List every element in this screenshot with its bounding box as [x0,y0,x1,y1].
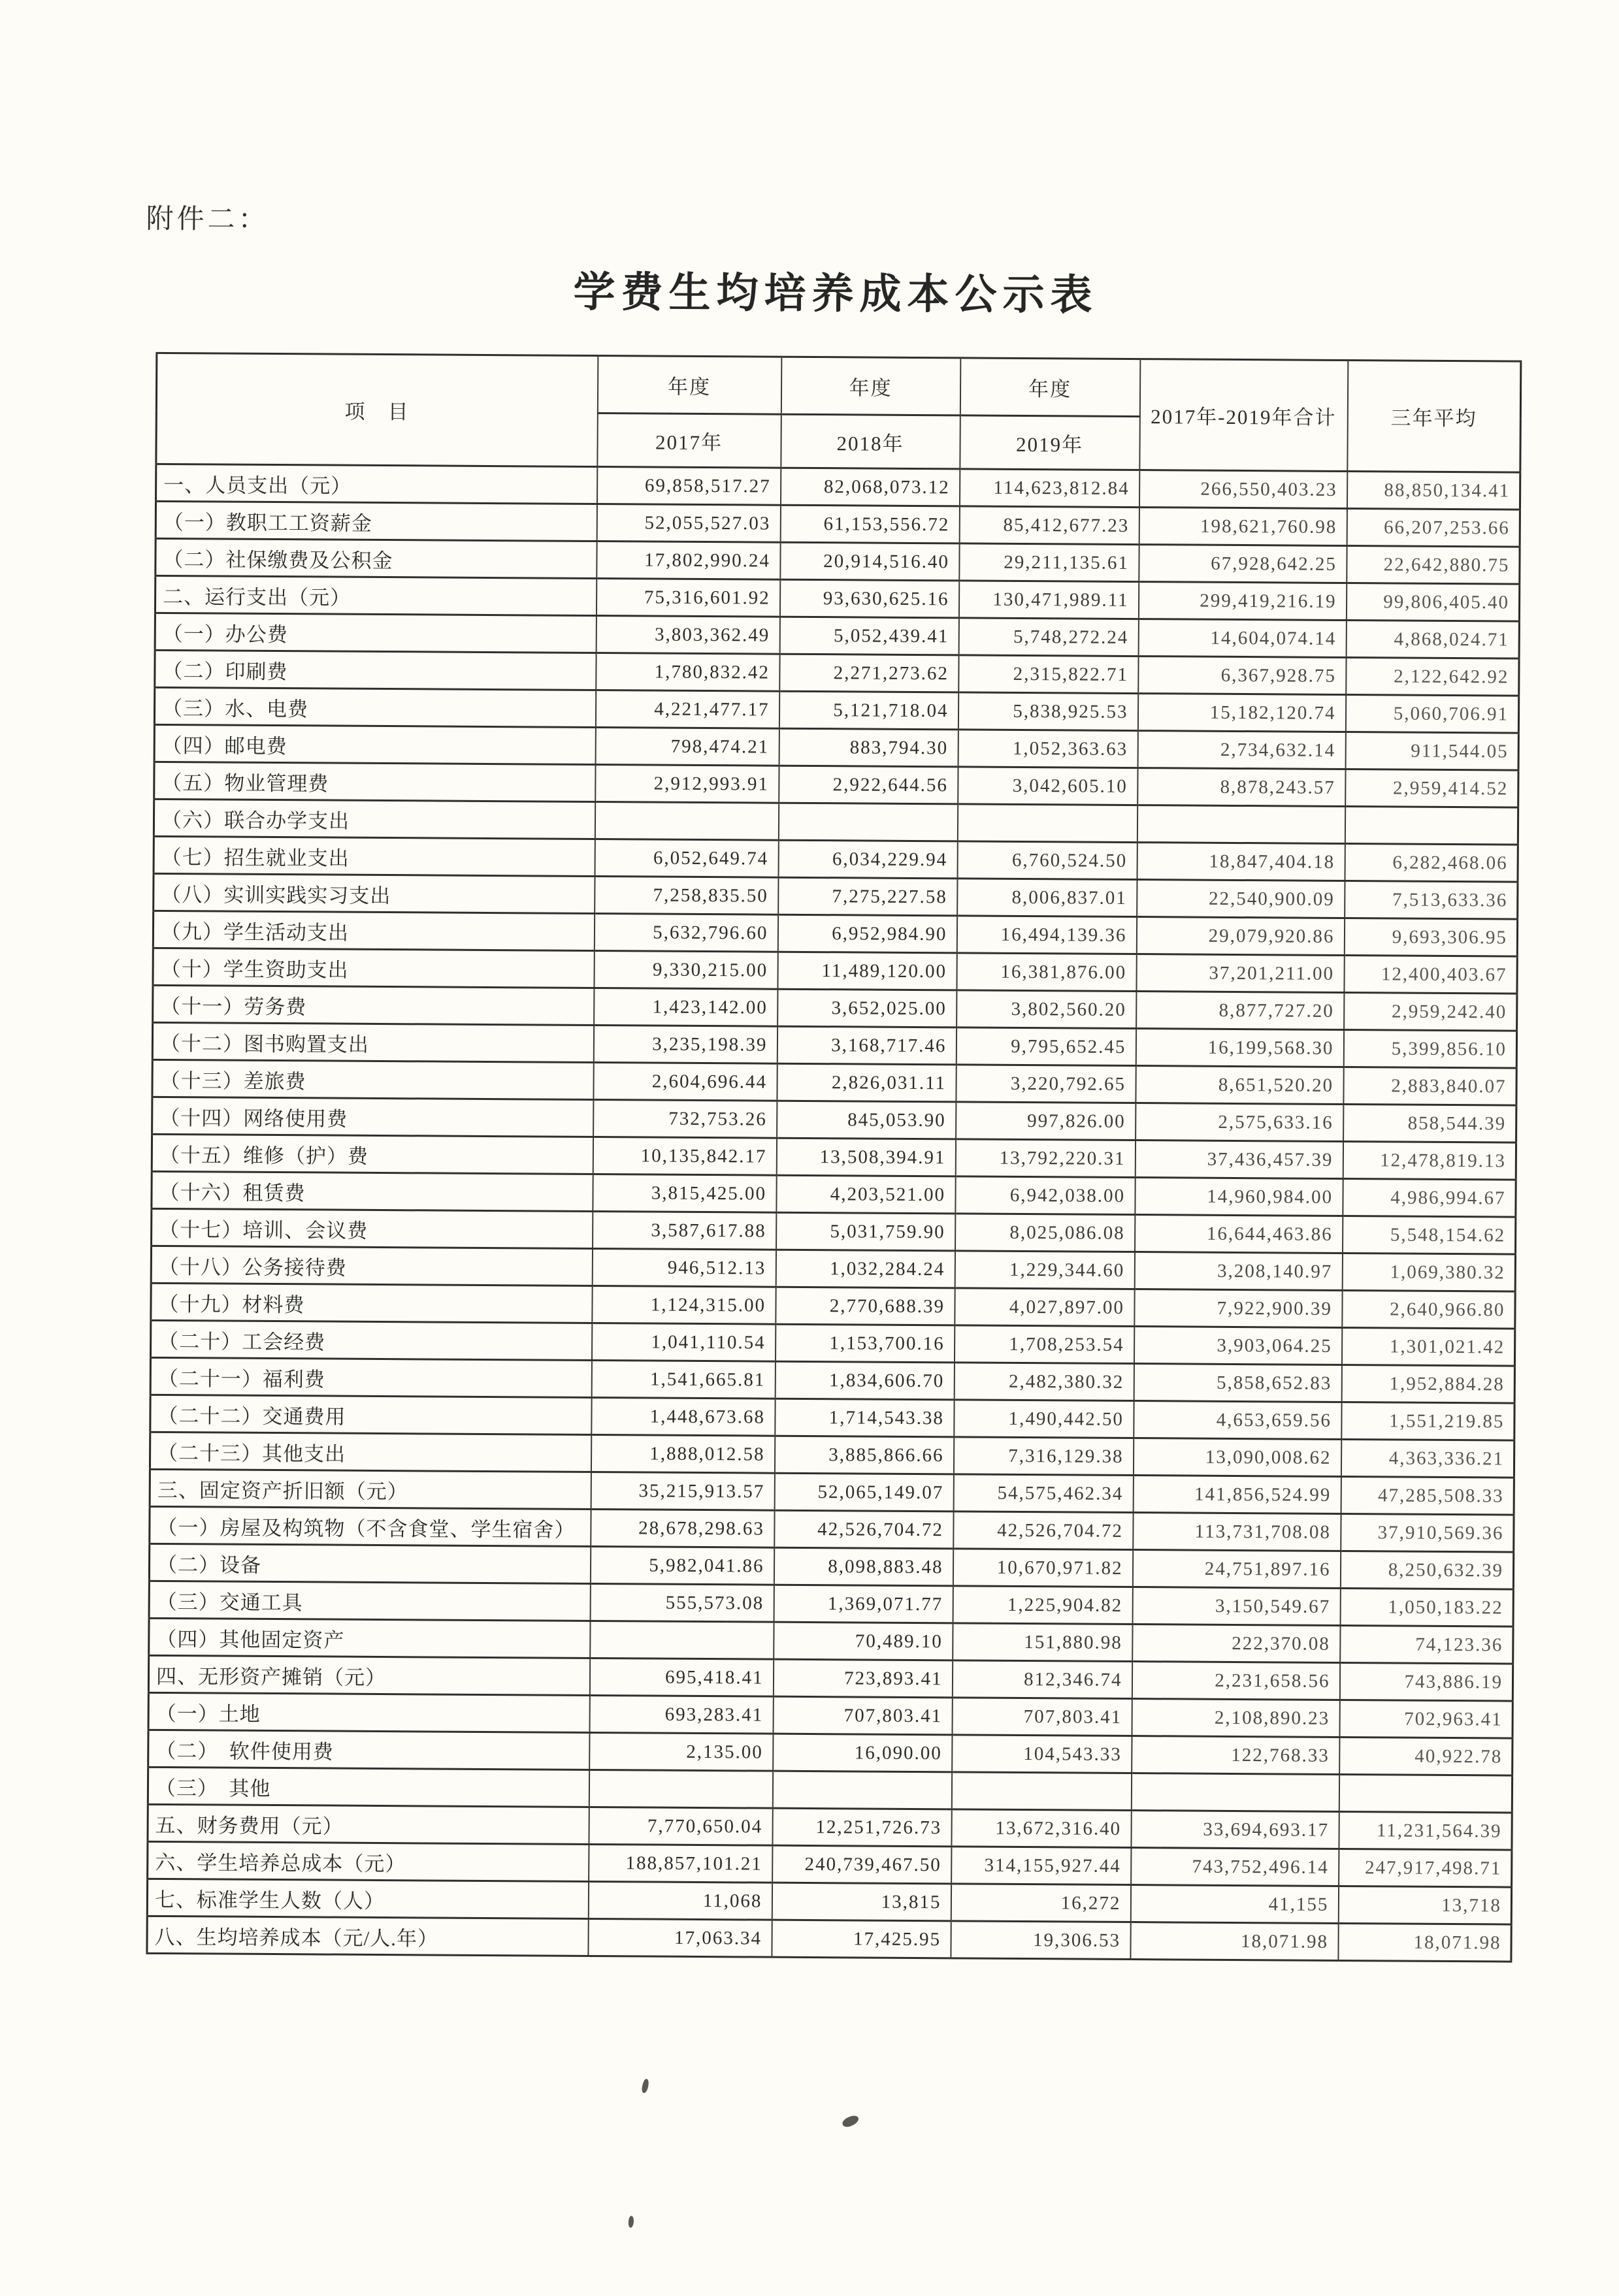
table-header [156,353,1521,472]
value-2018: 7,275,227.58 [778,877,957,916]
value-2019: 130,471,989.11 [958,581,1138,619]
value-average: 2,959,414.52 [1345,769,1518,807]
value-2017: 10,135,842.17 [593,1137,776,1175]
item-cell: （六）联合办学支出 [154,799,595,839]
value-2018: 2,271,273.62 [779,654,958,692]
value-2018: 707,803.41 [773,1696,952,1735]
value-2018: 2,922,644.56 [779,766,958,804]
value-2019: 3,802,560.20 [957,990,1136,1029]
value-2018: 5,031,759.90 [776,1212,955,1251]
value-2018: 42,526,704.72 [774,1510,953,1549]
item-cell: （二）设备 [149,1544,590,1583]
value-2019: 10,670,971.82 [953,1549,1132,1587]
value-2019: 85,412,677.23 [959,506,1139,545]
value-2019: 1,225,904.82 [953,1586,1132,1625]
item-cell: （一）房屋及构筑物（不含食堂、学生宿舍） [150,1506,591,1546]
item-cell: （二）社保缴费及公积金 [155,538,597,578]
value-average [1345,806,1518,845]
value-2019: 5,838,925.53 [958,692,1137,731]
value-2019: 5,748,272.24 [958,618,1138,656]
value-2017: 7,770,650.04 [589,1807,772,1845]
value-2018: 2,826,031.11 [777,1063,956,1102]
item-cell: （一）教职工工资薪金 [155,501,597,541]
value-2018: 13,815 [772,1883,951,1921]
value-2018: 6,952,984.90 [777,914,957,953]
value-2018: 17,425.95 [772,1920,951,1958]
value-total: 2,734,632.14 [1137,731,1345,769]
value-2019: 3,220,792.65 [956,1065,1136,1103]
value-average: 7,513,633.36 [1345,881,1518,919]
value-2018: 3,652,025.00 [777,989,957,1027]
value-2017: 1,780,832.42 [596,653,779,691]
value-2018: 13,508,394.91 [776,1138,955,1176]
value-average: 99,806,405.40 [1346,583,1519,622]
value-2019: 1,708,253.54 [954,1325,1134,1364]
header-year-label-1: 年度 [597,355,781,414]
value-2018: 8,098,883.48 [774,1547,953,1586]
value-average: 47,285,508.33 [1341,1476,1514,1515]
value-2018: 20,914,516.40 [780,542,959,581]
value-2017: 75,316,601.92 [596,578,779,617]
value-total: 4,653,659.56 [1134,1401,1341,1440]
value-total: 2,575,633.16 [1136,1103,1343,1142]
value-average: 5,399,856.10 [1343,1029,1516,1068]
value-total: 13,090,008.62 [1133,1438,1341,1477]
item-cell: （一）办公费 [155,613,596,653]
item-cell: （十六）租赁费 [152,1171,593,1211]
value-2019: 2,482,380.32 [954,1363,1134,1401]
value-average: 911,544.05 [1345,732,1518,770]
value-total: 5,858,652.83 [1134,1364,1341,1402]
value-total: 14,960,984.00 [1135,1178,1343,1216]
value-2017: 69,858,517.27 [597,466,780,505]
item-cell: （三）水、电费 [154,687,595,727]
value-average: 1,952,884.28 [1341,1365,1514,1403]
value-average: 2,122,642.92 [1346,658,1519,696]
value-2019: 707,803.41 [952,1698,1132,1736]
value-total: 22,540,900.09 [1137,880,1345,918]
value-2019: 2,315,822.71 [958,655,1138,694]
item-cell: （十四）网络使用费 [152,1097,593,1137]
value-2018: 1,714,543.38 [775,1399,954,1437]
value-average: 6,282,468.06 [1345,843,1518,882]
header-total: 2017年-2019年合计 [1139,359,1348,472]
value-2017: 555,573.08 [590,1583,774,1622]
value-2019: 151,880.98 [953,1623,1132,1662]
value-2017: 17,802,990.24 [597,541,780,579]
value-total: 8,878,243.57 [1137,768,1345,807]
value-2019: 1,490,442.50 [954,1400,1134,1438]
header-year-2018: 2018年 [781,414,960,469]
value-2019: 1,229,344.60 [955,1251,1134,1289]
value-2018: 3,885,866.66 [774,1436,953,1474]
header-year-label-2: 年度 [781,357,960,415]
value-2018: 883,794.30 [779,728,958,767]
value-average: 40,922.78 [1339,1737,1513,1775]
value-average: 11,231,564.39 [1339,1811,1512,1850]
item-cell: （二十）工会经费 [150,1320,591,1360]
value-average: 74,123.36 [1340,1625,1513,1664]
value-2019: 3,042,605.10 [958,767,1137,805]
value-2019: 13,792,220.31 [955,1139,1135,1178]
value-2019 [957,804,1137,843]
value-2019: 1,052,363.63 [958,730,1137,768]
value-average: 9,693,306.95 [1344,918,1517,956]
item-cell: 三、固定资产折旧额（元） [150,1469,591,1509]
value-total: 67,928,642.25 [1139,545,1347,583]
value-2019: 8,006,837.01 [957,879,1137,917]
value-average: 2,883,840.07 [1343,1067,1516,1105]
value-average: 2,640,966.80 [1342,1290,1515,1329]
item-cell: （二十三）其他支出 [150,1432,591,1472]
value-2019: 104,543.33 [952,1735,1132,1773]
value-2018: 723,893.41 [773,1659,952,1698]
value-2018: 5,052,439.41 [779,617,958,655]
value-2018: 1,369,071.77 [774,1585,953,1623]
cost-table [146,352,1522,1963]
item-cell: （十七）培训、会议费 [152,1208,593,1248]
table-row [147,1916,1511,1962]
value-average: 743,886.19 [1339,1662,1513,1701]
value-total: 16,199,568.30 [1136,1029,1343,1067]
value-2017: 52,055,527.03 [597,504,780,542]
value-average: 5,060,706.91 [1345,695,1518,734]
value-2018: 1,032,284.24 [776,1250,955,1288]
value-total: 222,370.08 [1132,1625,1340,1663]
value-2019: 29,211,135.61 [959,543,1139,582]
item-cell: （九）学生活动支出 [153,911,594,950]
item-cell: 五、财务费用（元） [148,1804,589,1844]
value-total: 29,079,920.86 [1136,917,1344,956]
value-2019: 9,795,652.45 [956,1027,1136,1066]
value-2017: 1,541,665.81 [591,1360,775,1399]
value-2019: 997,826.00 [956,1102,1136,1140]
value-2017: 7,258,835.50 [595,876,778,914]
value-average: 22,642,880.75 [1347,546,1520,585]
value-2019: 812,346.74 [952,1660,1132,1699]
value-2019 [951,1772,1131,1811]
value-2019: 16,381,876.00 [957,953,1136,992]
value-2019: 6,760,524.50 [957,841,1137,880]
value-2017: 35,215,913.57 [591,1472,774,1510]
value-2017: 2,912,993.91 [595,764,779,803]
value-total: 33,694,693.17 [1131,1811,1339,1849]
value-average: 1,069,380.32 [1342,1253,1515,1291]
item-cell: （十九）材料费 [151,1283,592,1323]
item-cell: （十一）劳务费 [153,985,594,1025]
value-total: 299,419,216.19 [1138,582,1346,621]
value-2017: 946,512.13 [592,1248,776,1287]
item-cell: （二）印刷费 [155,650,596,690]
value-total: 37,201,211.00 [1136,954,1344,993]
value-average: 5,548,154.62 [1343,1216,1516,1254]
item-cell: （七）招生就业支出 [154,836,595,876]
value-average: 247,917,498.71 [1339,1849,1512,1887]
value-total: 8,651,520.20 [1136,1066,1343,1105]
value-2017: 3,815,425.00 [593,1174,776,1212]
value-2017: 11,068 [588,1881,772,1920]
header-year-label-3: 年度 [960,358,1140,417]
value-total: 41,155 [1130,1885,1338,1924]
value-average: 37,910,569.36 [1341,1513,1514,1552]
value-2019: 314,155,927.44 [951,1847,1131,1885]
item-cell: （十二）图书购置支出 [152,1022,593,1062]
value-average: 88,850,134.41 [1347,472,1520,510]
item-cell: 四、无形资产摊销（元） [148,1655,589,1695]
ink-speck [628,2216,634,2228]
value-average: 702,963.41 [1339,1700,1513,1738]
value-2019: 42,526,704.72 [953,1512,1133,1550]
value-2018: 12,251,726.73 [772,1808,951,1847]
value-2019: 8,025,086.08 [955,1214,1135,1252]
value-total: 14,604,074.14 [1138,619,1346,658]
value-total: 3,150,549.67 [1132,1587,1340,1626]
value-total: 141,856,524.99 [1133,1476,1341,1514]
value-total [1131,1773,1339,1812]
value-total: 266,550,403.23 [1139,470,1347,509]
value-2017: 3,587,617.88 [593,1211,776,1250]
value-2017: 732,753.26 [593,1099,777,1138]
table-body [147,464,1520,1962]
value-average [1339,1774,1512,1813]
value-total: 122,768.33 [1132,1736,1339,1775]
value-2018: 1,153,700.16 [775,1324,954,1363]
value-total: 113,731,708.08 [1133,1513,1341,1551]
value-2019: 16,494,139.36 [957,916,1136,954]
value-total: 7,922,900.39 [1134,1289,1342,1328]
value-2019: 16,272 [951,1884,1130,1922]
item-cell: （八）实训实践实习支出 [154,873,595,913]
value-total: 8,877,727.20 [1136,992,1344,1030]
value-average: 18,071.98 [1338,1923,1511,1962]
header-year-2019: 2019年 [960,415,1139,470]
value-2017: 17,063.34 [588,1918,772,1957]
value-2017: 3,235,198.39 [593,1025,777,1063]
value-total: 15,182,120.74 [1137,694,1345,732]
item-cell: （五）物业管理费 [154,762,595,801]
value-total: 16,644,463.86 [1135,1215,1343,1253]
value-2017: 6,052,649.74 [595,839,778,877]
value-2018 [778,803,957,841]
value-total: 743,752,496.14 [1131,1848,1339,1886]
item-cell: （十三）差旅费 [152,1059,593,1099]
value-2018: 4,203,521.00 [776,1175,955,1214]
value-2018: 2,770,688.39 [776,1287,955,1325]
value-2018: 11,489,120.00 [777,952,957,990]
value-average: 4,363,336.21 [1341,1439,1514,1478]
value-average: 1,050,183.22 [1340,1588,1513,1626]
item-cell: （一）土地 [148,1692,589,1732]
value-total: 24,751,897.16 [1132,1550,1340,1589]
value-average: 4,986,994.67 [1343,1178,1516,1217]
value-total: 3,208,140.97 [1134,1252,1342,1291]
value-average: 4,868,024.71 [1346,621,1519,659]
value-2018: 82,068,073.12 [780,468,959,506]
value-2018: 1,834,606.70 [775,1361,954,1400]
value-2017 [590,1621,774,1659]
value-2017: 9,330,215.00 [594,950,777,989]
value-total: 6,367,928.75 [1138,656,1346,695]
value-2018: 3,168,717.46 [777,1026,956,1065]
item-cell: （十八）公务接待费 [151,1246,592,1285]
value-average: 2,959,242.40 [1344,992,1517,1031]
value-2018: 93,630,625.16 [779,579,958,618]
item-cell: 八、生均培养成本（元/人.年） [147,1916,588,1956]
value-2019: 13,672,316.40 [951,1809,1131,1848]
item-cell: 一、人员支出（元） [156,464,597,504]
value-2018: 16,090.00 [773,1734,952,1772]
value-average: 12,478,819.13 [1343,1141,1516,1180]
value-total [1137,805,1345,844]
item-cell: 二、运行支出（元） [155,575,596,615]
item-cell: （十五）维修（护）费 [152,1134,593,1174]
value-2017: 693,283.41 [589,1695,773,1734]
value-2017: 695,418.41 [589,1658,773,1696]
item-cell: （二十二）交通费用 [150,1395,591,1434]
ink-speck [841,2113,860,2129]
value-2017: 2,604,696.44 [593,1062,777,1101]
value-2017: 5,982,041.86 [590,1546,774,1585]
value-2017: 5,632,796.60 [594,913,777,952]
item-cell: （三）交通工具 [149,1581,590,1621]
value-2017: 798,474.21 [595,727,779,766]
value-2018: 61,153,556.72 [780,505,959,543]
value-total: 198,621,760.98 [1139,508,1347,546]
value-2019: 114,623,812.84 [959,469,1139,508]
page-title: 学费生均培养成本公示表 [573,268,1098,319]
value-average: 858,544.39 [1343,1104,1516,1142]
value-2018: 70,489.10 [774,1622,953,1660]
header-item: 项 目 [156,353,598,466]
value-2017: 1,448,673.68 [591,1397,775,1436]
value-total: 2,108,890.23 [1132,1699,1339,1738]
value-2018: 52,065,149.07 [774,1473,953,1512]
value-average: 1,551,219.85 [1341,1402,1514,1440]
value-average: 1,301,021.42 [1341,1327,1514,1366]
value-2017: 1,423,142.00 [594,988,777,1026]
value-2017: 4,221,477.17 [595,690,779,728]
value-2019: 4,027,897.00 [955,1288,1134,1327]
value-2017: 188,857,101.21 [589,1844,772,1883]
value-2019: 54,575,462.34 [953,1474,1133,1513]
value-2017 [595,801,778,840]
value-2019: 19,306.53 [951,1921,1130,1960]
item-cell: 七、标准学生人数（人） [147,1879,588,1918]
value-average: 8,250,632.39 [1340,1551,1513,1589]
ink-speck [641,2078,650,2094]
value-2017 [589,1770,772,1808]
value-2017: 1,124,315.00 [592,1285,776,1324]
value-2017: 2,135.00 [589,1732,773,1771]
value-2018: 845,053.90 [777,1101,956,1139]
value-total: 3,903,064.25 [1134,1327,1341,1365]
item-cell: （四）其他固定资产 [149,1618,590,1658]
header-year-2017: 2017年 [597,413,781,468]
item-cell: （二） 软件使用费 [148,1730,589,1770]
value-2017: 3,803,362.49 [596,615,779,654]
item-cell: （三） 其他 [148,1767,589,1807]
item-cell: （四）邮电费 [154,724,595,764]
value-2018 [772,1771,951,1809]
value-total: 18,847,404.18 [1137,843,1345,881]
value-average: 66,207,253.66 [1347,509,1520,547]
value-2019: 6,942,038.00 [955,1176,1135,1215]
value-2018: 6,034,229.94 [778,840,957,879]
value-2018: 5,121,718.04 [779,691,958,730]
header-average: 三年平均 [1347,361,1521,473]
value-2019: 7,316,129.38 [953,1437,1133,1476]
value-average: 13,718 [1338,1886,1511,1924]
value-total: 37,436,457.39 [1135,1140,1343,1179]
value-2017: 1,041,110.54 [591,1323,775,1361]
value-total: 2,231,658.56 [1132,1662,1339,1700]
item-cell: （十）学生资助支出 [153,948,594,988]
value-2018: 240,739,467.50 [772,1845,951,1884]
attachment-label: 附件二： [146,204,269,235]
value-2017: 28,678,298.63 [591,1509,774,1547]
item-cell: 六、学生培养总成本（元） [148,1841,589,1881]
item-cell: （二十一）福利费 [150,1357,591,1397]
value-average: 12,400,403.67 [1344,955,1517,994]
value-total: 18,071.98 [1130,1922,1338,1961]
value-2017: 1,888,012.58 [591,1434,774,1473]
